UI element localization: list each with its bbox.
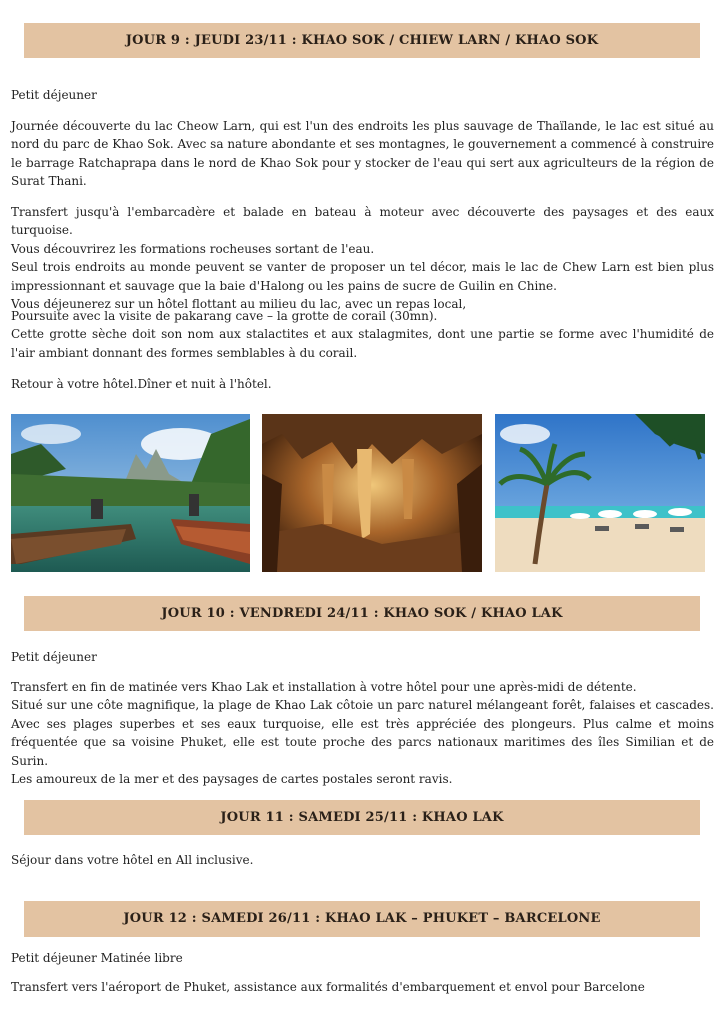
day11-header: JOUR 11 : SAMEDI 25/11 : KHAO LAK xyxy=(24,800,700,835)
day9-paragraph-2 xyxy=(11,203,714,313)
day10-header: JOUR 10 : VENDREDI 24/11 : KHAO SOK / KHAO LAK xyxy=(24,596,700,631)
day9-p2-line-3: Seul trois endroits au monde peuvent se vanter de proposer un tel décor, mais le lac de Chew Larn est bien plus impressionnant et sauvage que la baie d'Halong ou les pains de sucre de Guilin en Chine. xyxy=(11,260,714,293)
day9-header: JOUR 9 : JEUDI 23/11 : KHAO SOK / CHIEW LARN / KHAO SOK xyxy=(24,23,700,58)
day10-line-1: Transfert en fin de matinée vers Khao Lak et installation à votre hôtel pour une après-midi de détente. xyxy=(11,680,637,694)
day9-breakfast: Petit déjeuner xyxy=(11,88,97,102)
beach-photo xyxy=(495,414,705,572)
day12-breakfast: Petit déjeuner Matinée libre xyxy=(11,951,183,965)
cave-photo xyxy=(262,414,482,572)
day10-paragraph xyxy=(11,678,714,788)
day9-p3-line-1: Poursuite avec la visite de pakarang cave – la grotte de corail (30mn). xyxy=(11,309,438,323)
day12-paragraph: Transfert vers l'aéroport de Phuket, assistance aux formalités d'embarquement et envol pour Barcelone xyxy=(11,980,645,994)
day11-paragraph: Séjour dans votre hôtel en All inclusive. xyxy=(11,853,254,867)
day10-line-3: Les amoureux de la mer et des paysages de cartes postales seront ravis. xyxy=(11,772,453,787)
day10-line-2: Situé sur une côte magnifique, la plage de Khao Lak côtoie un parc naturel mélangeant forêt, falaises et cascades. Avec ses plages superbes et ses eaux turquoise, elle est très appréciée des plongeurs. Plus calme et moins fréquentée que sa voisine Phuket, elle est toute proche des parcs nationaux maritimes des îles Similian et de Surin. xyxy=(11,698,714,768)
day9-p2-line-2: Vous découvrirez les formations rocheuses sortant de l'eau. xyxy=(11,241,375,256)
day9-p2-line-1: Transfert jusqu'à l'embarcadère et balade en bateau à moteur avec découverte des paysages et des eaux turquoise. xyxy=(11,205,714,238)
day9-p2-line-4: Vous déjeunerez sur un hôtel flottant au milieu du lac, avec un repas local, xyxy=(11,297,467,312)
day10-breakfast: Petit déjeuner xyxy=(11,650,97,664)
day9-p3-line-2: Cette grotte sèche doit son nom aux stalactites et aux stalagmites, dont une partie se forme avec l'humidité de l'air ambiant donnant des formes semblables à du corail. xyxy=(11,327,714,360)
day9-paragraph-1: Journée découverte du lac Cheow Larn, qui est l'un des endroits les plus sauvage de Thaïlande, le lac est situé au nord du parc de Khao Sok. Avec sa nature abondante et ses montagnes, le gouvernement a commencé à construire le barrage Ratchaprapa dans le nord de Khao Sok pour y stocker de l'eau qui sert aux agriculteurs de la région de Surat Thani. xyxy=(11,119,714,189)
day12-header: JOUR 12 : SAMEDI 26/11 : KHAO LAK – PHUKET – BARCELONE xyxy=(24,901,700,937)
day9-paragraph-3 xyxy=(11,307,714,362)
day9-paragraph-4: Retour à votre hôtel.Dîner et nuit à l'hôtel. xyxy=(11,377,272,391)
lake-boats-photo xyxy=(11,414,250,572)
